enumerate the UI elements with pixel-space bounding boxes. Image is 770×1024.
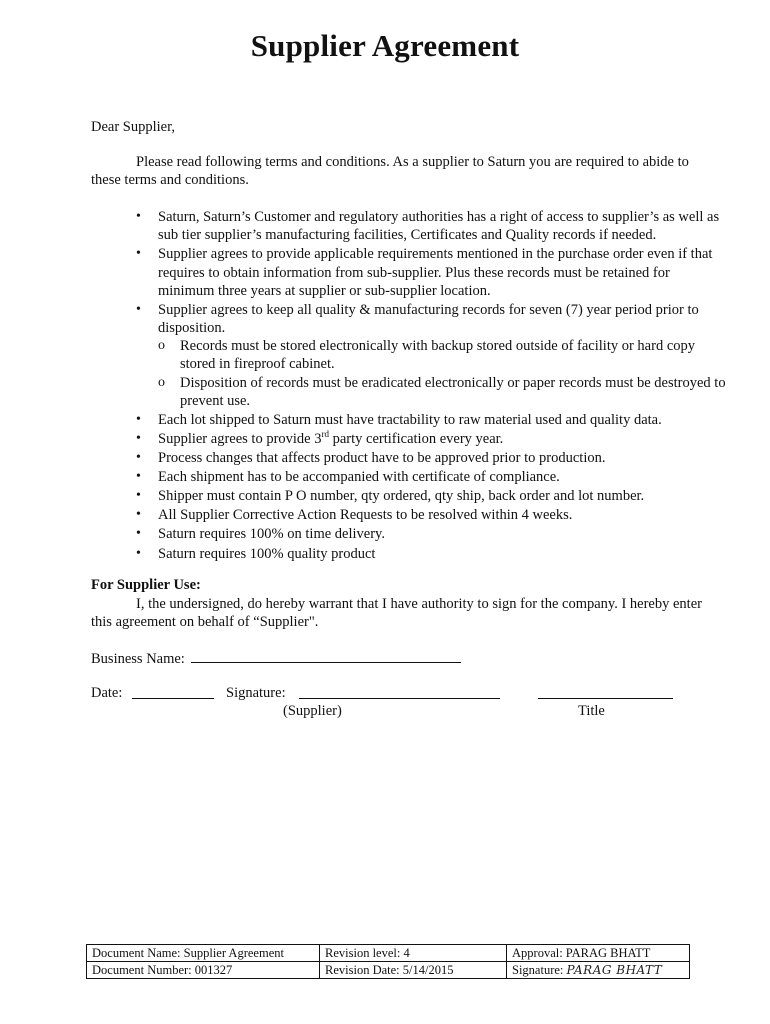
table-row [87,945,690,962]
salutation: Dear Supplier, [91,119,175,135]
sub-term-item: o Records must be stored electronically with backup stored outside of facility or hard copy stored in fireproof cabinet. [180,337,728,373]
sub-term-item: o Disposition of records must be eradicated electronically or paper records must be destroyed to prevent use. [180,374,728,410]
title-caption: Title [578,703,605,719]
term-text: Supplier agrees to provide 3 [158,431,322,447]
term-text: Supplier agrees to keep all quality & manufacturing records for seven (7) year period prior to disposition. [158,301,699,336]
term-item: • Each shipment has to be accompanied with certificate of compliance. [158,468,728,486]
term-text: party certification every year. [329,431,504,447]
business-name-line[interactable] [191,648,461,663]
ordinal-suffix: rd [321,429,329,440]
business-name-label: Business Name: [91,651,185,667]
approval-cell: Approval: PARAG BHATT [507,945,690,962]
date-line[interactable] [132,684,214,699]
term-item: • Saturn requires 100% on time delivery. [158,525,728,543]
term-item [158,301,728,410]
term-item: • Saturn requires 100% quality product [158,545,728,563]
revision-date-cell: Revision Date: 5/14/2015 [320,962,507,979]
revision-level-cell: Revision level: 4 [320,945,507,962]
signature-label: Signature: [226,685,286,701]
term-item: • Process changes that affects product have to be approved prior to production. [158,449,728,467]
handwritten-signature: PARAG BHATT [566,963,663,977]
intro-paragraph [91,153,721,189]
signature-cell-label: Signature: [512,963,564,977]
table-row [87,962,690,979]
supplier-use-statement [91,595,711,631]
doc-number-cell: Document Number: 001327 [87,962,320,979]
term-item-certification [158,430,728,448]
date-signature-row [91,684,691,704]
term-item: • Each lot shipped to Saturn must have tractability to raw material used and quality data. [158,411,728,429]
term-item: • Saturn, Saturn’s Customer and regulatory authorities has a right of access to supplier’s as well as sub tier supplier’s manufacturing facilities, Certificates and Quality records if needed. [158,208,728,244]
terms-list [158,208,728,564]
signature-cell [507,962,690,979]
signature-line[interactable] [299,684,500,699]
document-title: Supplier Agreement [250,28,520,63]
title-line[interactable] [538,684,673,699]
signature-caption: (Supplier) [283,703,342,719]
statement-text: I, the undersigned, do hereby warrant that I have authority to sign for the company. I hereby enter this agreement on behalf of “Supplier". [91,596,702,631]
date-label: Date: [91,685,123,701]
term-item: • Shipper must contain P O number, qty ordered, qty ship, back order and lot number. [158,487,728,505]
term-item: • All Supplier Corrective Action Requests to be resolved within 4 weeks. [158,506,728,524]
business-name-row [91,648,461,668]
term-item: • Supplier agrees to provide applicable requirements mentioned in the purchase order even if that requires to obtain information from sub-supplier. Plus these records must be retained for minimum three years at supplier or sub-supplier location. [158,245,728,300]
doc-name-cell: Document Name: Supplier Agreement [87,945,320,962]
supplier-use-heading: For Supplier Use: [91,577,201,593]
document-control-table [86,944,690,979]
sub-terms-list [158,337,728,410]
intro-text: Please read following terms and conditions. As a supplier to Saturn you are required to abide to these terms and conditions. [91,154,689,189]
